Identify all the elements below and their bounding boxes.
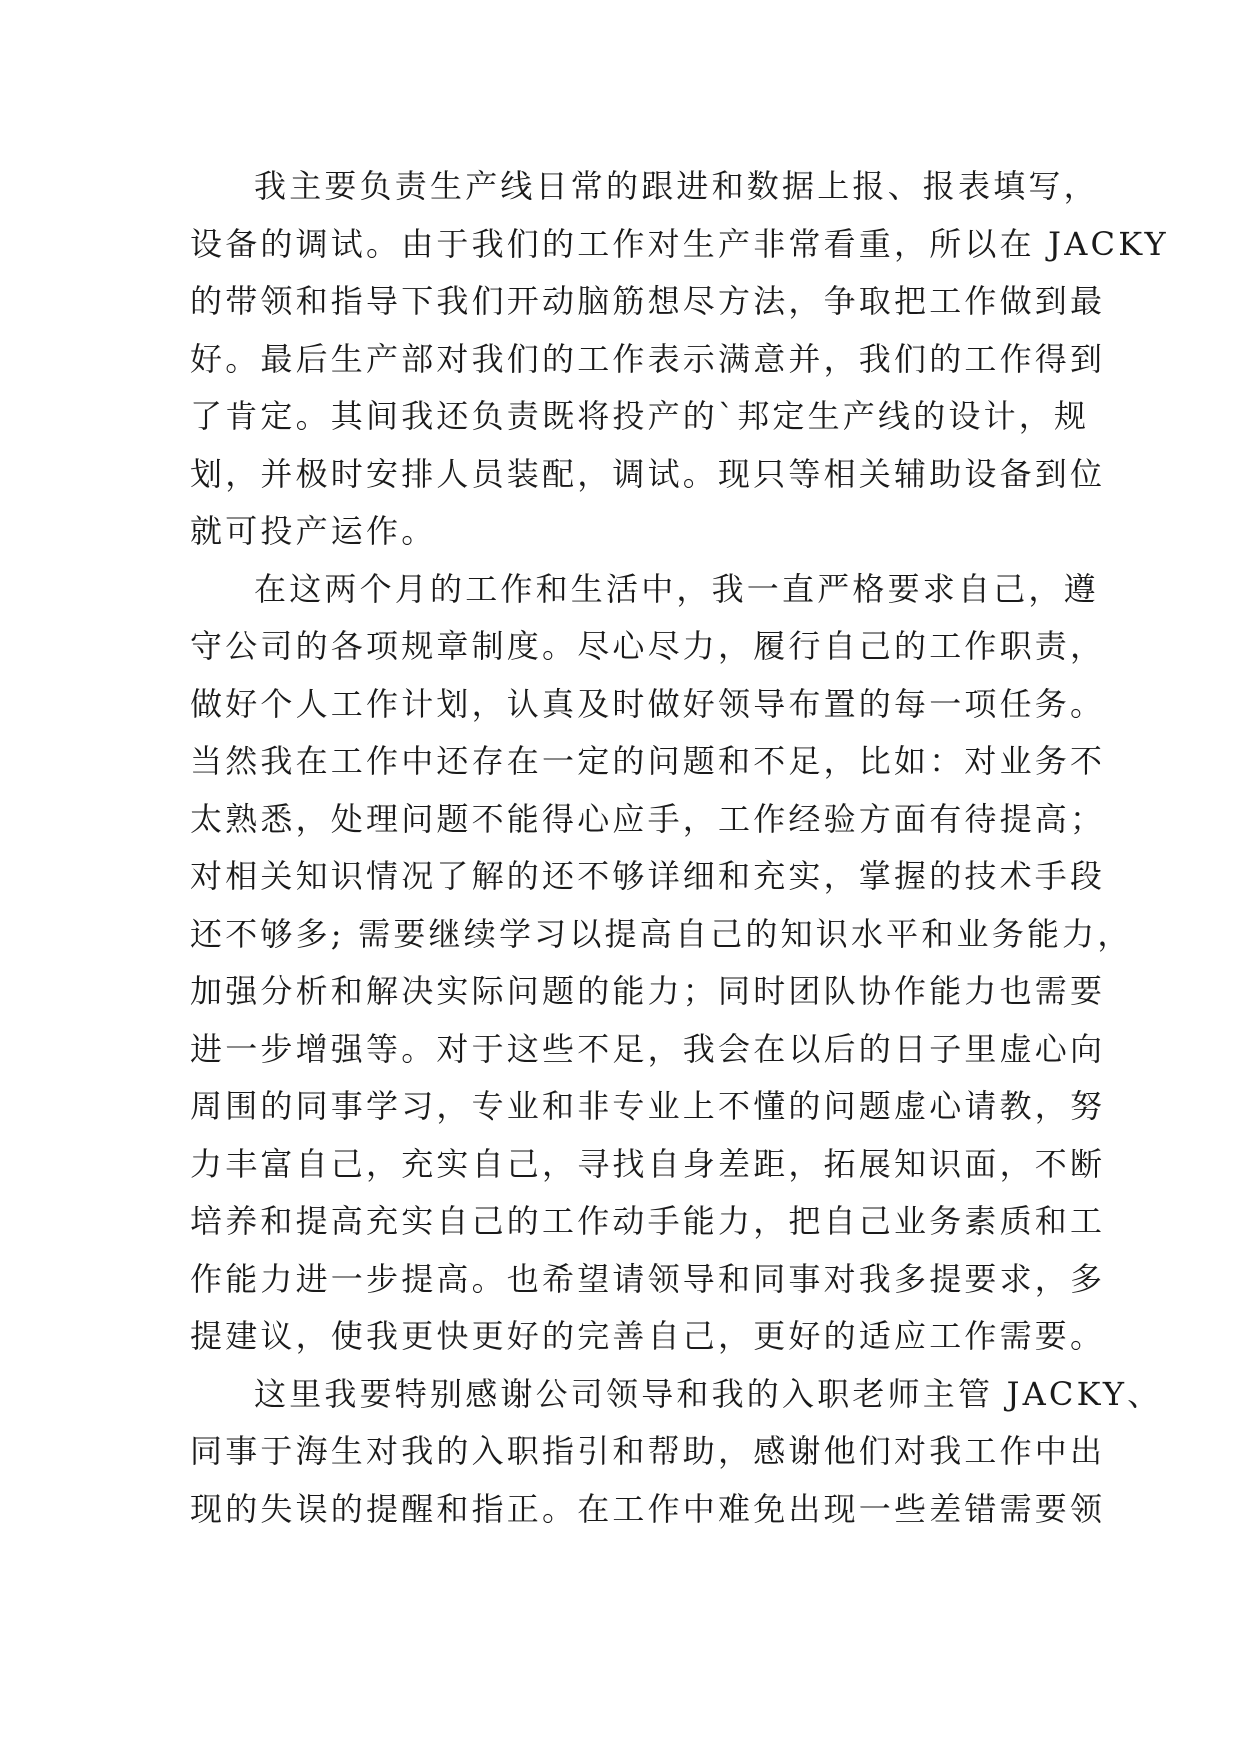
paragraph-line: 现的失误的提醒和指正。在工作中难免出现一些差错需要领: [190, 1489, 1106, 1528]
paragraph-line: 就可投产运作。: [190, 512, 437, 550]
paragraph-line: 力丰富自己，充实自己，寻找自身差距，拓展知识面，不断: [190, 1144, 1106, 1183]
paragraph-line: 当然我在工作中还存在一定的问题和不足，比如：对业务不: [190, 742, 1106, 780]
paragraph-line: 对相关知识情况了解的还不够详细和充实，掌握的技术手段: [190, 857, 1106, 895]
paragraph-line: 提建议，使我更快更好的完善自己，更好的适应工作需要。: [190, 1317, 1106, 1355]
paragraph-line: 进一步增强等。对于这些不足，我会在以后的日子里虚心向: [190, 1029, 1106, 1068]
paragraph-line: 太熟悉，处理问题不能得心应手，工作经验方面有待提高；: [190, 799, 1106, 838]
paragraph-line: 加强分析和解决实际问题的能力；同时团队协作能力也需要: [190, 972, 1106, 1010]
paragraph-line: 作能力进一步提高。也希望请领导和同事对我多提要求，多: [190, 1259, 1106, 1298]
paragraph-line: 的带领和指导下我们开动脑筋想尽方法，争取把工作做到最: [190, 282, 1106, 320]
paragraph-line: 在这两个月的工作和生活中，我一直严格要求自己，遵: [254, 569, 1099, 608]
paragraph-line: 守公司的各项规章制度。尽心尽力，履行自己的工作职责，: [190, 627, 1106, 665]
paragraph-1: [190, 158, 1169, 561]
paragraph-line: 划，并极时安排人员装配，调试。现只等相关辅助设备到位: [190, 454, 1106, 493]
paragraph-line: 做好个人工作计划，认真及时做好领导布置的每一项任务。: [190, 684, 1106, 723]
paragraph-line: 同事于海生对我的入职指引和帮助，感谢他们对我工作中出: [190, 1432, 1106, 1470]
paragraph-line: 我主要负责生产线日常的跟进和数据上报、报表填写，: [254, 167, 1099, 205]
paragraph-line: 培养和提高充实自己的工作动手能力，把自己业务素质和工: [190, 1202, 1106, 1240]
paragraph-2: [190, 561, 1133, 1366]
paragraph-3: [190, 1366, 1163, 1539]
document-body: [190, 158, 1169, 1538]
paragraph-line: 好。最后生产部对我们的工作表示满意并，我们的工作得到: [190, 339, 1106, 378]
paragraph-line: 周围的同事学习，专业和非专业上不懂的问题虚心请教，努: [190, 1087, 1106, 1125]
paragraph-line: 设备的调试。由于我们的工作对生产非常看重，所以在 JACKY: [190, 224, 1169, 263]
paragraph-line: 这里我要特别感谢公司领导和我的入职老师主管 JACKY、: [254, 1374, 1163, 1413]
paragraph-line: 还不够多; 需要继续学习以提高自己的知识水平和业务能力，: [190, 914, 1133, 953]
paragraph-line: 了肯定。其间我还负责既将投产的`邦定生产线的设计，规: [190, 397, 1090, 435]
